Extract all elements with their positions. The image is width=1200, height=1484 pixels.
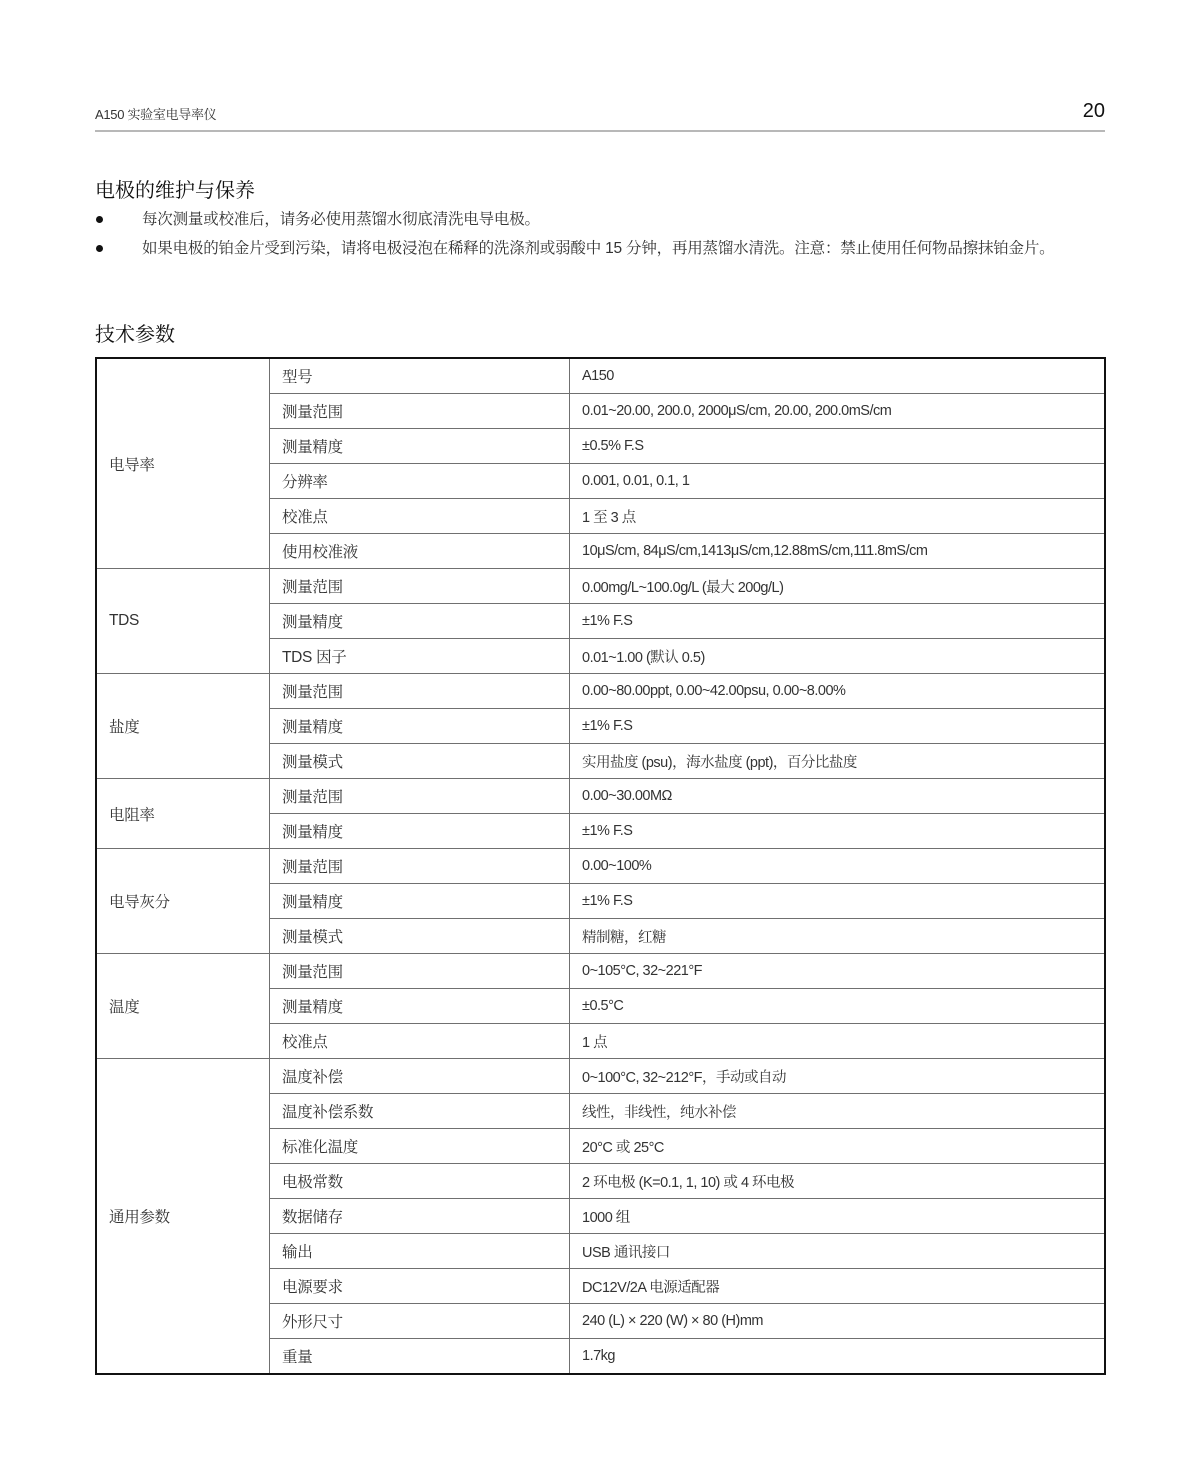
value-cell: ±0.5% F.S [570,429,1106,464]
parameter-cell: 温度补偿 [270,1059,570,1094]
value-cell: 精制糖，红糖 [570,919,1106,954]
value-cell: 1 至 3 点 [570,499,1106,534]
value-cell: 实用盐度 (psu)，海水盐度 (ppt)，百分比盐度 [570,744,1106,779]
value-cell: 20°C 或 25°C [570,1129,1106,1164]
parameter-cell: 数据储存 [270,1199,570,1234]
value-cell: 0.01~1.00 (默认 0.5) [570,639,1106,674]
parameter-cell: 测量范围 [270,849,570,884]
value-cell: USB 通讯接口 [570,1234,1106,1269]
value-cell: ±1% F.S [570,814,1106,849]
parameter-cell: 电源要求 [270,1269,570,1304]
value-cell: 0~100°C, 32~212°F，手动或自动 [570,1059,1106,1094]
parameter-cell: 标准化温度 [270,1129,570,1164]
parameter-cell: 输出 [270,1234,570,1269]
value-cell: 0.00~100% [570,849,1106,884]
spec-table [95,357,1106,1375]
list-item [95,234,1110,263]
parameter-cell: 温度补偿系数 [270,1094,570,1129]
category-cell: 通用参数 [96,1059,270,1375]
list-item-text: 每次测量或校准后，请务必使用蒸馏水彻底清洗电导电极。 [142,211,540,228]
category-cell: 温度 [96,954,270,1059]
parameter-cell: 测量范围 [270,569,570,604]
parameter-cell: 测量精度 [270,884,570,919]
parameter-cell: 测量范围 [270,674,570,709]
value-cell: 1.7kg [570,1339,1106,1375]
value-cell: A150 [570,358,1106,394]
category-cell: 盐度 [96,674,270,779]
table-row [96,674,1105,709]
parameter-cell: 测量精度 [270,604,570,639]
parameter-cell: 分辨率 [270,464,570,499]
parameter-cell: 型号 [270,358,570,394]
spec-table-body [96,358,1105,1374]
list-item-text: 如果电极的铂金片受到污染，请将电极浸泡在稀释的洗涤剂或弱酸中 15 分钟，再用蒸馏水清洗。注意：禁止使用任何物品擦抹铂金片。 [142,240,1055,257]
table-row [96,358,1105,394]
table-row [96,779,1105,814]
parameter-cell: 外形尺寸 [270,1304,570,1339]
category-cell: 电阻率 [96,779,270,849]
table-row [96,569,1105,604]
parameter-cell: 测量精度 [270,429,570,464]
page-header [95,100,1105,132]
bullet-icon [96,245,103,252]
parameter-cell: 使用校准液 [270,534,570,569]
specs-heading: 技术参数 [95,324,175,346]
parameter-cell: 重量 [270,1339,570,1375]
value-cell: 0.001, 0.01, 0.1, 1 [570,464,1106,499]
value-cell: ±1% F.S [570,884,1106,919]
value-cell: 0.00mg/L~100.0g/L (最大 200g/L) [570,569,1106,604]
category-cell: 电导灰分 [96,849,270,954]
value-cell: 10μS/cm, 84μS/cm,1413μS/cm,12.88mS/cm,111.8mS/cm [570,534,1106,569]
parameter-cell: 校准点 [270,1024,570,1059]
parameter-cell: 测量模式 [270,919,570,954]
table-row [96,954,1105,989]
page-number: 20 [1082,100,1105,122]
parameter-cell: 测量范围 [270,394,570,429]
parameter-cell: 测量精度 [270,709,570,744]
list-item [95,205,1110,234]
document-title: A150 实验室电导率仪 [95,107,217,122]
parameter-cell: 测量精度 [270,814,570,849]
value-cell: 0.00~80.00ppt, 0.00~42.00psu, 0.00~8.00% [570,674,1106,709]
value-cell: ±1% F.S [570,709,1106,744]
value-cell: 0.01~20.00, 200.0, 2000μS/cm, 20.00, 200.0mS/cm [570,394,1106,429]
maintenance-heading: 电极的维护与保养 [95,180,255,202]
parameter-cell: 测量精度 [270,989,570,1024]
table-row [96,849,1105,884]
value-cell: 1000 组 [570,1199,1106,1234]
category-cell: 电导率 [96,358,270,569]
maintenance-list [95,205,1110,263]
value-cell: ±1% F.S [570,604,1106,639]
parameter-cell: 电极常数 [270,1164,570,1199]
value-cell: 2 环电极 (K=0.1, 1, 10) 或 4 环电极 [570,1164,1106,1199]
parameter-cell: 校准点 [270,499,570,534]
parameter-cell: 测量模式 [270,744,570,779]
bullet-icon [96,216,103,223]
value-cell: ±0.5°C [570,989,1106,1024]
value-cell: 1 点 [570,1024,1106,1059]
parameter-cell: 测量范围 [270,954,570,989]
value-cell: DC12V/2A 电源适配器 [570,1269,1106,1304]
parameter-cell: TDS 因子 [270,639,570,674]
value-cell: 0.00~30.00MΩ [570,779,1106,814]
value-cell: 240 (L) × 220 (W) × 80 (H)mm [570,1304,1106,1339]
table-row [96,1059,1105,1094]
category-cell: TDS [96,569,270,674]
value-cell: 线性，非线性，纯水补偿 [570,1094,1106,1129]
value-cell: 0~105°C, 32~221°F [570,954,1106,989]
parameter-cell: 测量范围 [270,779,570,814]
